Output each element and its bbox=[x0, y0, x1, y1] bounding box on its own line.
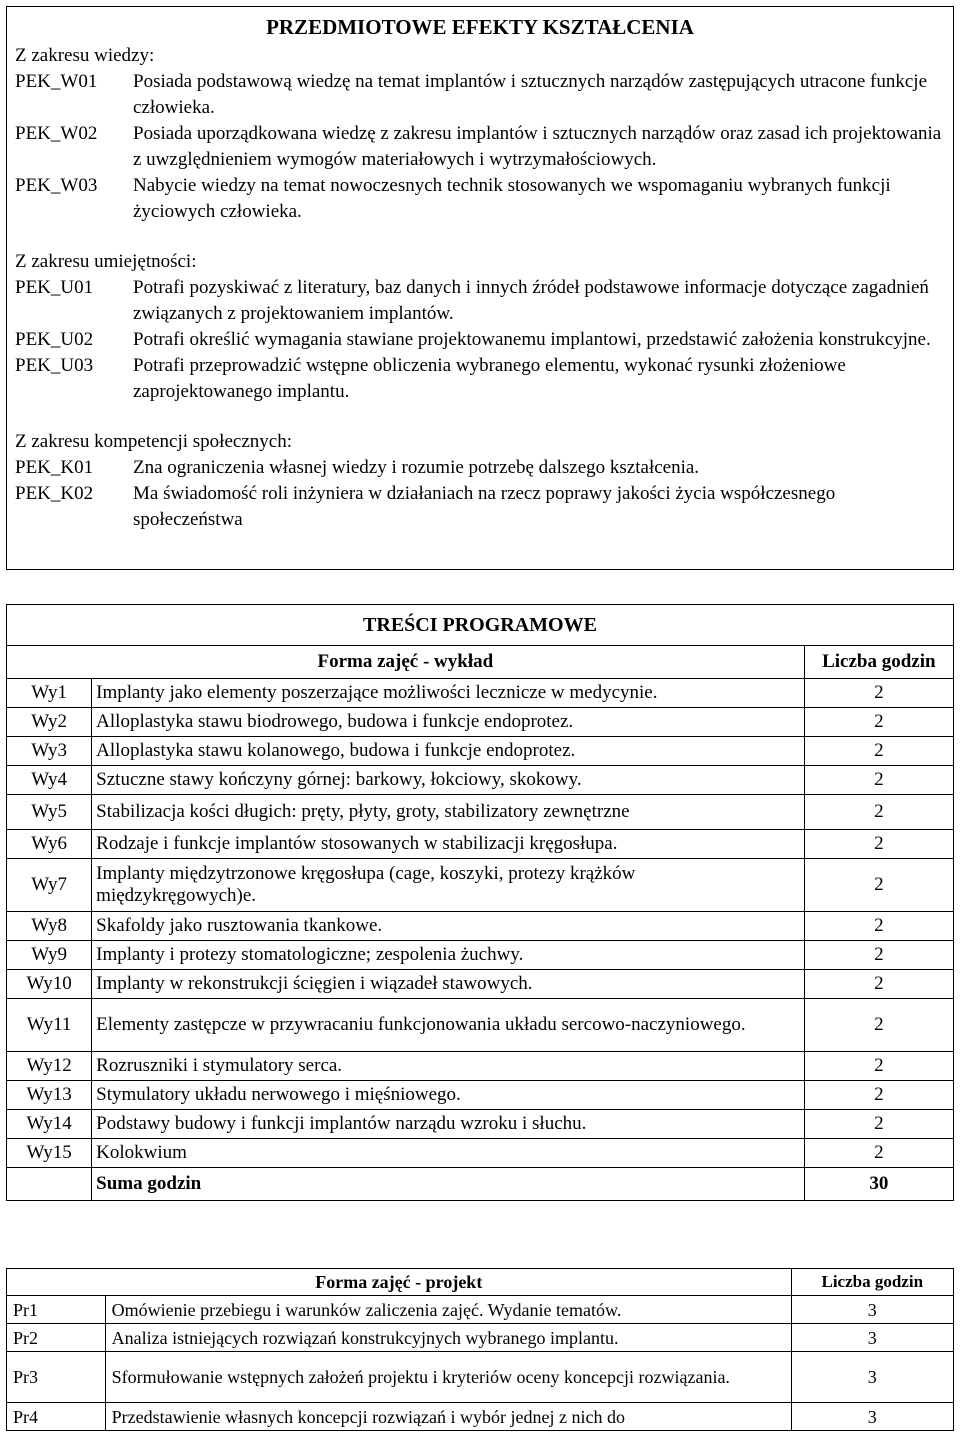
project-topic: Przedstawienie własnych koncepcji rozwiązań i wybór jednej z nich do bbox=[105, 1403, 791, 1431]
lecture-code: Wy1 bbox=[7, 679, 92, 708]
table-row bbox=[7, 970, 954, 999]
table-title-row bbox=[7, 605, 954, 646]
table-row bbox=[7, 1403, 954, 1431]
lecture-topic: Stymulatory układu nerwowego i mięśniowego. bbox=[92, 1081, 805, 1110]
outcome-row bbox=[15, 455, 953, 481]
lecture-hours: 2 bbox=[804, 941, 953, 970]
project-topic: Omówienie przebiegu i warunków zaliczenia zajęć. Wydanie tematów. bbox=[105, 1296, 791, 1324]
sum-value: 30 bbox=[804, 1168, 953, 1201]
lecture-topic: Podstawy budowy i funkcji implantów narządu wzroku i słuchu. bbox=[92, 1110, 805, 1139]
outcome-text: Posiada podstawową wiedzę na temat implantów i sztucznych narządów zastępujących utracone funkcje człowieka. bbox=[133, 71, 928, 118]
table-row bbox=[7, 1324, 954, 1352]
outcome-row bbox=[15, 327, 953, 353]
project-hours: 3 bbox=[791, 1352, 953, 1403]
hours-header: Liczba godzin bbox=[804, 646, 953, 679]
outcome-row bbox=[15, 353, 953, 405]
lecture-hours: 2 bbox=[804, 679, 953, 708]
lecture-topic: Implanty międzytrzonowe kręgosłupa (cage, koszyki, protezy krążków międzykręgowych)e. bbox=[92, 859, 805, 912]
lecture-code: Wy11 bbox=[7, 999, 92, 1052]
lecture-code: Wy12 bbox=[7, 1052, 92, 1081]
table-header-row bbox=[7, 646, 954, 679]
table-row bbox=[7, 708, 954, 737]
project-topic: Sformułowanie wstępnych założeń projektu i kryteriów oceny koncepcji rozwiązania. bbox=[105, 1352, 791, 1403]
lecture-topic: Alloplastyka stawu kolanowego, budowa i funkcje endoprotez. bbox=[92, 737, 805, 766]
lecture-code: Wy9 bbox=[7, 941, 92, 970]
lecture-hours: 2 bbox=[804, 1139, 953, 1168]
lecture-topic: Alloplastyka stawu biodrowego, budowa i funkcje endoprotez. bbox=[92, 708, 805, 737]
lecture-code: Wy8 bbox=[7, 912, 92, 941]
table-row bbox=[7, 1110, 954, 1139]
project-form-header: Forma zajęć - projekt bbox=[7, 1269, 792, 1296]
project-topic: Analiza istniejących rozwiązań konstrukcyjnych wybranego implantu. bbox=[105, 1324, 791, 1352]
lecture-topic: Implanty i protezy stomatologiczne; zespolenia żuchwy. bbox=[92, 941, 805, 970]
lecture-hours: 2 bbox=[804, 1081, 953, 1110]
lecture-hours: 2 bbox=[804, 830, 953, 859]
lecture-topic: Rodzaje i funkcje implantów stosowanych w stabilizacji kręgosłupa. bbox=[92, 830, 805, 859]
table-row bbox=[7, 1139, 954, 1168]
outcomes-title: PRZEDMIOTOWE EFEKTY KSZTAŁCENIA bbox=[266, 15, 694, 39]
lecture-hours: 2 bbox=[804, 859, 953, 912]
outcome-code: PEK_K01 bbox=[15, 457, 94, 478]
lecture-topic: Implanty w rekonstrukcji ścięgien i wiązadeł stawowych. bbox=[92, 970, 805, 999]
table-row bbox=[7, 999, 954, 1052]
lecture-hours: 2 bbox=[804, 1110, 953, 1139]
program-title: TREŚCI PROGRAMOWE bbox=[7, 605, 954, 646]
competences-section bbox=[7, 429, 953, 533]
lecture-code: Wy3 bbox=[7, 737, 92, 766]
outcome-row bbox=[15, 121, 953, 173]
lecture-topic: Stabilizacja kości długich: pręty, płyty, groty, stabilizatory zewnętrzne bbox=[92, 795, 805, 830]
section-gap bbox=[7, 225, 953, 249]
lecture-topic: Kolokwium bbox=[92, 1139, 805, 1168]
lecture-code: Wy15 bbox=[7, 1139, 92, 1168]
skills-section bbox=[7, 249, 953, 405]
lecture-topic: Implanty jako elementy poszerzające możliwości lecznicze w medycynie. bbox=[92, 679, 805, 708]
table-row bbox=[7, 1296, 954, 1324]
table-row bbox=[7, 941, 954, 970]
outcome-text: Nabycie wiedzy na temat nowoczesnych technik stosowanych we wspomaganiu wybranych funkcji życiowych człowieka. bbox=[133, 175, 891, 222]
table-row bbox=[7, 737, 954, 766]
section-gap bbox=[7, 405, 953, 429]
lecture-code: Wy14 bbox=[7, 1110, 92, 1139]
outcome-row bbox=[15, 481, 953, 533]
lecture-topic: Skafoldy jako rusztowania tkankowe. bbox=[92, 912, 805, 941]
lecture-code: Wy4 bbox=[7, 766, 92, 795]
project-code: Pr1 bbox=[7, 1296, 106, 1324]
lecture-code: Wy10 bbox=[7, 970, 92, 999]
outcome-code: PEK_K02 bbox=[15, 483, 94, 504]
outcome-text: Ma świadomość roli inżyniera w działaniach na rzecz poprawy jakości życia współczesnego społeczeństwa bbox=[133, 483, 836, 530]
outcome-code: PEK_U03 bbox=[15, 355, 94, 376]
lecture-code: Wy13 bbox=[7, 1081, 92, 1110]
table-row bbox=[7, 830, 954, 859]
project-hours: 3 bbox=[791, 1296, 953, 1324]
sum-row bbox=[7, 1168, 954, 1201]
sum-label: Suma godzin bbox=[92, 1168, 805, 1201]
outcome-code: PEK_W01 bbox=[15, 71, 98, 92]
lecture-program-table bbox=[6, 604, 954, 1201]
outcome-text: Zna ograniczenia własnej wiedzy i rozumie potrzebę dalszego kształcenia. bbox=[133, 457, 700, 478]
outcome-code: PEK_U01 bbox=[15, 277, 94, 298]
outcome-row bbox=[15, 69, 953, 121]
project-hours: 3 bbox=[791, 1324, 953, 1352]
table-row bbox=[7, 679, 954, 708]
knowledge-heading: Z zakresu wiedzy: bbox=[15, 45, 155, 66]
sum-spacer-cell bbox=[7, 1168, 92, 1201]
outcome-text: Posiada uporządkowana wiedzę z zakresu implantów i sztucznych narządów oraz zasad ich projektowania z uwzględnieniem wymogów materiałowych i wytrzymałościowych. bbox=[133, 123, 942, 170]
project-hours: 3 bbox=[791, 1403, 953, 1431]
competences-heading: Z zakresu kompetencji społecznych: bbox=[15, 431, 292, 452]
lecture-hours: 2 bbox=[804, 708, 953, 737]
project-program-table bbox=[6, 1268, 954, 1431]
table-row bbox=[7, 1081, 954, 1110]
lecture-code: Wy2 bbox=[7, 708, 92, 737]
table-row bbox=[7, 1352, 954, 1403]
lecture-hours: 2 bbox=[804, 970, 953, 999]
outcome-code: PEK_U02 bbox=[15, 329, 94, 350]
table-row bbox=[7, 859, 954, 912]
skills-heading: Z zakresu umiejętności: bbox=[15, 251, 197, 272]
outcome-row bbox=[15, 275, 953, 327]
lecture-hours: 2 bbox=[804, 999, 953, 1052]
hours-header: Liczba godzin bbox=[791, 1269, 953, 1296]
project-code: Pr2 bbox=[7, 1324, 106, 1352]
outcome-code: PEK_W02 bbox=[15, 123, 98, 144]
table-row bbox=[7, 795, 954, 830]
table-row bbox=[7, 766, 954, 795]
project-code: Pr3 bbox=[7, 1352, 106, 1403]
lecture-code: Wy5 bbox=[7, 795, 92, 830]
knowledge-section bbox=[7, 43, 953, 225]
table-header-row bbox=[7, 1269, 954, 1296]
outcome-code: PEK_W03 bbox=[15, 175, 98, 196]
table-row bbox=[7, 1052, 954, 1081]
lecture-code: Wy6 bbox=[7, 830, 92, 859]
lecture-hours: 2 bbox=[804, 737, 953, 766]
lecture-code: Wy7 bbox=[7, 859, 92, 912]
outcome-text: Potrafi pozyskiwać z literatury, baz danych i innych źródeł podstawowe informacje dotyczące zagadnień związanych z projektowaniem implantów. bbox=[133, 277, 929, 324]
lecture-hours: 2 bbox=[804, 912, 953, 941]
lecture-hours: 2 bbox=[804, 1052, 953, 1081]
lecture-hours: 2 bbox=[804, 795, 953, 830]
lecture-form-header: Forma zajęć - wykład bbox=[7, 646, 805, 679]
learning-outcomes-box bbox=[6, 6, 954, 570]
outcome-text: Potrafi określić wymagania stawiane projektowanemu implantowi, przedstawić założenia konstrukcyjne. bbox=[133, 329, 931, 350]
lecture-topic: Elementy zastępcze w przywracaniu funkcjonowania układu sercowo-naczyniowego. bbox=[92, 999, 805, 1052]
outcome-row bbox=[15, 173, 953, 225]
lecture-topic: Sztuczne stawy kończyny górnej: barkowy, łokciowy, skokowy. bbox=[92, 766, 805, 795]
lecture-hours: 2 bbox=[804, 766, 953, 795]
project-code: Pr4 bbox=[7, 1403, 106, 1431]
lecture-topic: Rozruszniki i stymulatory serca. bbox=[92, 1052, 805, 1081]
outcome-text: Potrafi przeprowadzić wstępne obliczenia wybranego elementu, wykonać rysunki złożeniowe zaprojektowanego implantu. bbox=[133, 355, 846, 402]
table-row bbox=[7, 912, 954, 941]
